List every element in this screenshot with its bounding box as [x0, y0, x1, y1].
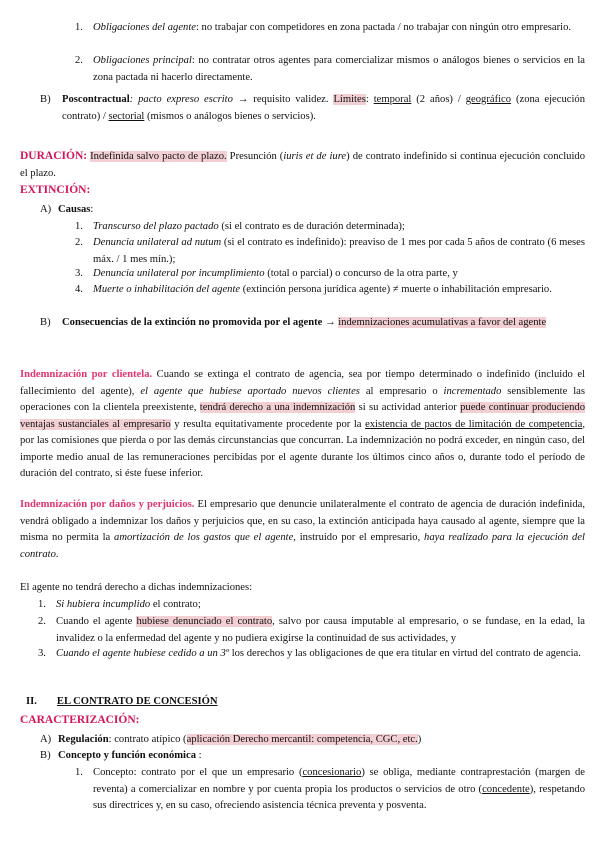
postcontractual-item: B) Poscontractual: pacto expreso escrito → requisito validez. Límites: temporal (2 años) / geográfico (zona ejecución contrato) / sectorial (mismos o análogos bienes o servicios). [40, 94, 585, 122]
duracion-paragraph: DURACIÓN: Indefinida salvo pacto de plazo. Presunción (iuris et de iure) de contrato indefinido si continua ejecución concluido el plazo. [20, 150, 585, 179]
causas-item: A) Causas: [40, 204, 94, 215]
concepto-definition-item: 1. Concepto: contrato por el que un empresario (concesionario) se obliga, mediante contraprestación (margen de reventa) a comercializar en nombre y por cuenta propia los productos o servicios de otro (concedente), respetando sus directrices y, en su caso, ofreciendo asistencia técnica preventa y posventa. [75, 767, 586, 811]
clientela-heading: Indemnización por clientela. [20, 369, 153, 380]
no-derecho-item-3: 3. Cuando el agente hubiese cedido a un 3º los derechos y las obligaciones de que era titular en virtud del contrato de agencia. [38, 648, 581, 659]
clientela-paragraph: Indemnización por clientela. Cuando se extinga el contrato de agencia, sea por tiempo determinado o indefinido (incluido el fallecimiento del agente), el agente que hubiese aportado nuevos clientes al empresario o incrementado sensiblemente las operaciones con la clientela preexistente, tendrá derecho a una indemnización si su actividad anterior puede continuar produciendo ventajas sustanciales al empresario y resulta equitativamente procedente por la existencia de pactos de limitación de competencia, por las comisiones que pierda o por las demás circunstancias que concurran. La indemnización no podrá exceder, en ningún caso, del importe medio anual de las remuneraciones percibidas por el agente durante los últimos cinco años o, durante todo el período de duración del contrato, si éste fuese inferior. [20, 369, 585, 479]
caracterizacion-heading: CARACTERIZACIÓN: [20, 714, 140, 726]
extincion-heading: EXTINCIÓN: [20, 184, 91, 196]
causas-label: Causas [58, 204, 91, 215]
list-term: Obligaciones principal [93, 55, 192, 66]
duracion-heading: DURACIÓN: [20, 150, 88, 162]
indemnizaciones-highlight: indemnizaciones acumulativas a favor del agente [338, 317, 547, 328]
concepto-item: B) Concepto y función económica : [40, 750, 202, 761]
list-term: Obligaciones del agente [93, 22, 196, 33]
limites-highlight: Límites [333, 94, 366, 105]
list-number: 1. [75, 22, 83, 33]
obligation-item-1 [75, 20, 585, 37]
list-number: 2. [75, 55, 83, 66]
concesion-title: II. EL CONTRATO DE CONCESIÓN [26, 696, 218, 707]
causa-item-1: 1. Transcurso del plazo pactado (si el contrato es de duración determinada); [75, 221, 405, 232]
danos-heading: Indemnización por daños y perjuicios. [20, 499, 195, 510]
no-derecho-intro: El agente no tendrá derecho a dichas indemnizaciones: [20, 582, 253, 593]
list-text: : no contratar otros agentes para comercializar mismos o análogos bienes o servicios en la zona pactada ni hacerlo directamente. [93, 55, 585, 83]
danos-paragraph: Indemnización por daños y perjuicios. El empresario que denuncie unilateralmente el contrato de agencia de duración indefinida, vendrá obligado a indemnizar los daños y perjuicios que, en su caso, la extinción anticipada haya causado al agente, siempre que la misma no permita la amortización de los gastos que el agente, instruido por el empresario, haya realizado para la ejecución del contrato. [20, 499, 585, 560]
list-letter: B) [40, 94, 51, 105]
causa-item-2: 2. Denuncia unilateral ad nutum (si el contrato es indefinido): preaviso de 1 mes por cada 5 años de contrato (6 meses máx. / 1 mes mín.); [75, 237, 585, 265]
list-text: : no trabajar con competidores en zona pactada / no trabajar con ningún otro empresario. [195, 22, 572, 33]
postcontractual-label: Poscontractual [62, 94, 130, 105]
causa-item-4: 4. Muerte o inhabilitación del agente (extinción persona jurídica agente) ≠ muerte o inhabilitación empresario. [75, 284, 552, 295]
consecuencias-item: B) Consecuencias de la extinción no promovida por el agente → indemnizaciones acumulativas a favor del agente [40, 317, 547, 328]
consecuencias-label: Consecuencias de la extinción no promovida por el agente [62, 317, 323, 328]
duracion-highlight: Indefinida salvo pacto de plazo. [90, 151, 227, 162]
obligation-item-2 [75, 53, 585, 86]
regulacion-item: A) Regulación: contrato atípico (aplicación Derecho mercantil: competencia, CGC, etc.) [40, 734, 422, 745]
causa-item-3: 3. Denuncia unilateral por incumplimiento (total o parcial) o concurso de la otra parte, y [75, 268, 458, 279]
no-derecho-item-1: 1. Si hubiera incumplido el contrato; [38, 599, 201, 610]
no-derecho-item-2: 2. Cuando el agente hubiese denunciado el contrato, salvo por causa imputable al empresario, o se fundase, en la edad, la invalidez o la enfermedad del agente y no pudiera exigirse la continuidad de sus actividades, y [38, 616, 585, 644]
